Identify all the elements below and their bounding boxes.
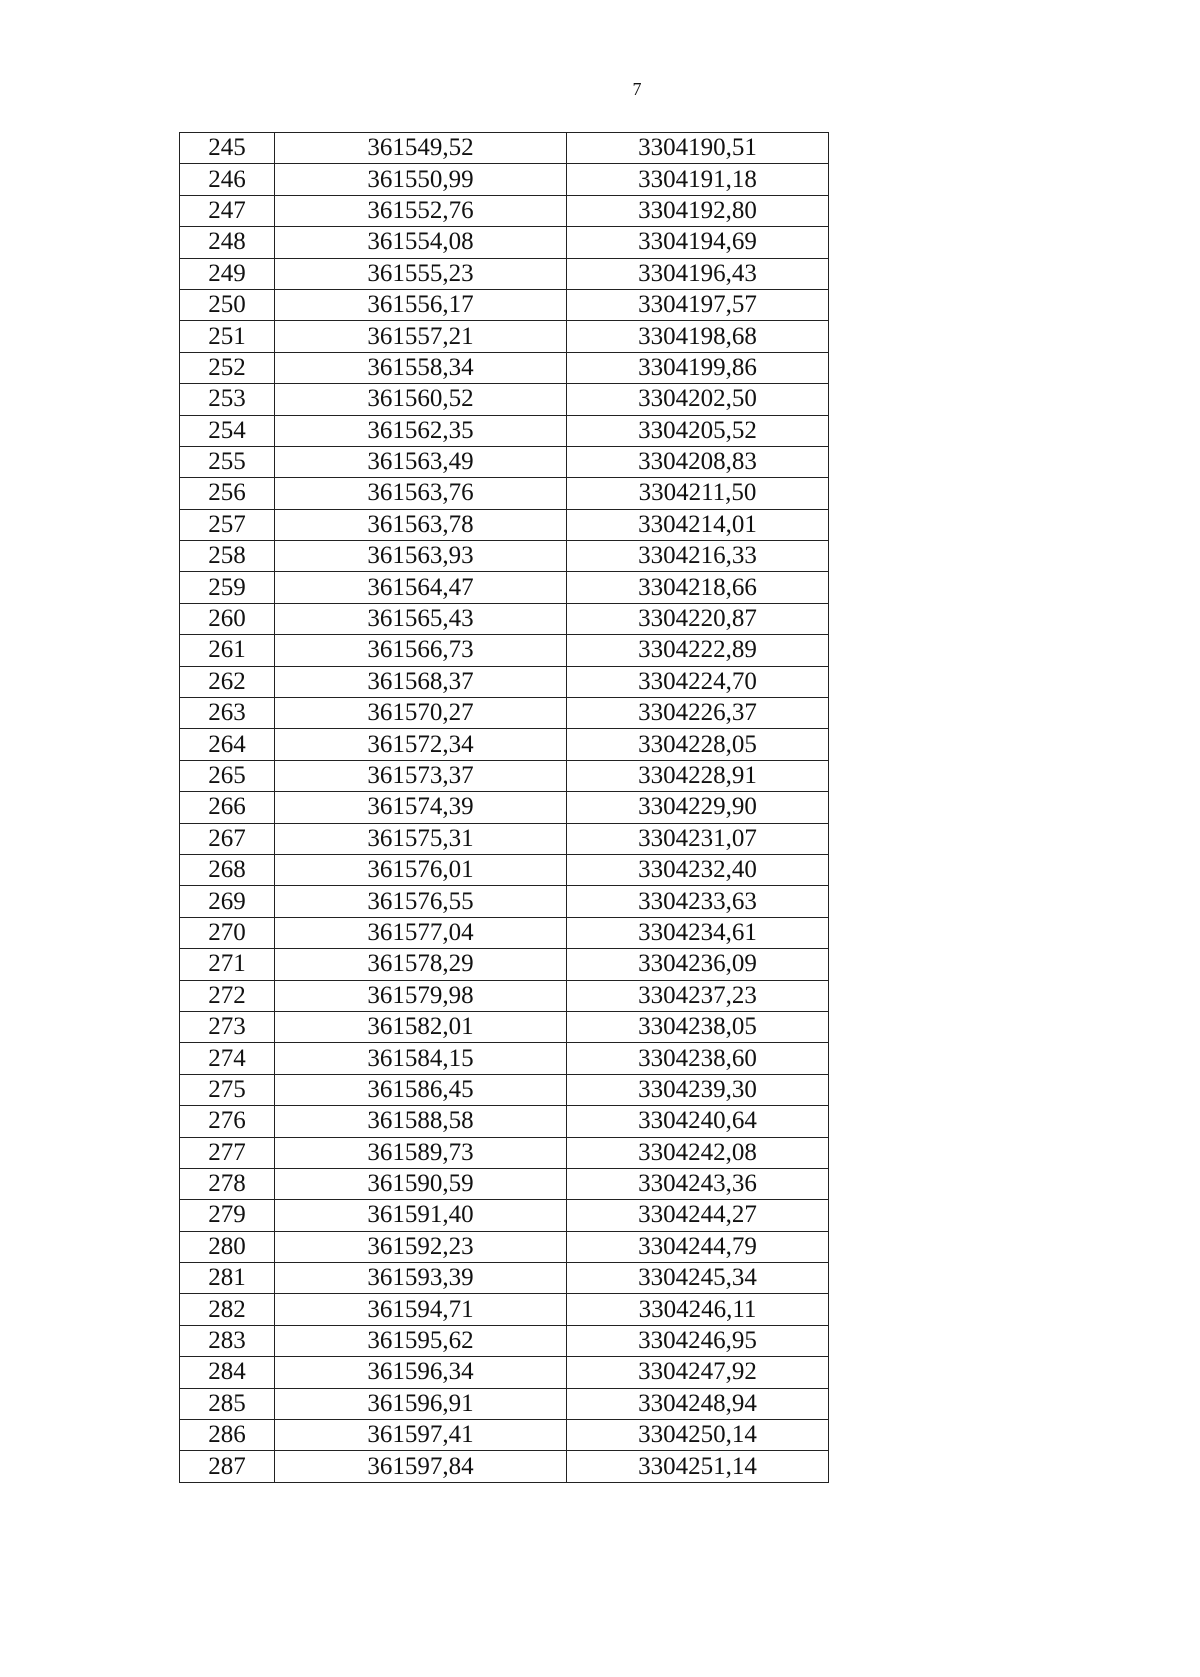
x-coordinate-cell: 361564,47 (275, 572, 567, 603)
table-row (180, 1451, 829, 1482)
y-coordinate-cell: 3304199,86 (567, 352, 829, 383)
point-number-cell: 252 (180, 352, 275, 383)
x-coordinate-cell: 361586,45 (275, 1074, 567, 1105)
y-coordinate-cell: 3304214,01 (567, 509, 829, 540)
table-row (180, 1200, 829, 1231)
point-number-cell: 266 (180, 792, 275, 823)
y-coordinate-cell: 3304224,70 (567, 666, 829, 697)
y-coordinate-cell: 3304218,66 (567, 572, 829, 603)
y-coordinate-cell: 3304246,95 (567, 1325, 829, 1356)
table-row (180, 729, 829, 760)
x-coordinate-cell: 361584,15 (275, 1043, 567, 1074)
point-number-cell: 260 (180, 603, 275, 634)
table-row (180, 195, 829, 226)
x-coordinate-cell: 361563,49 (275, 446, 567, 477)
table-row (180, 1043, 829, 1074)
x-coordinate-cell: 361568,37 (275, 666, 567, 697)
table-row (180, 698, 829, 729)
x-coordinate-cell: 361575,31 (275, 823, 567, 854)
y-coordinate-cell: 3304220,87 (567, 603, 829, 634)
y-coordinate-cell: 3304192,80 (567, 195, 829, 226)
y-coordinate-cell: 3304191,18 (567, 164, 829, 195)
x-coordinate-cell: 361550,99 (275, 164, 567, 195)
y-coordinate-cell: 3304228,91 (567, 760, 829, 791)
point-number-cell: 270 (180, 917, 275, 948)
x-coordinate-cell: 361597,41 (275, 1420, 567, 1451)
x-coordinate-cell: 361549,52 (275, 133, 567, 164)
x-coordinate-cell: 361566,73 (275, 635, 567, 666)
x-coordinate-cell: 361557,21 (275, 321, 567, 352)
x-coordinate-cell: 361597,84 (275, 1451, 567, 1482)
table-row (180, 1294, 829, 1325)
table-row (180, 603, 829, 634)
y-coordinate-cell: 3304202,50 (567, 384, 829, 415)
x-coordinate-cell: 361596,91 (275, 1388, 567, 1419)
table-row (180, 415, 829, 446)
point-number-cell: 271 (180, 949, 275, 980)
x-coordinate-cell: 361556,17 (275, 289, 567, 320)
point-number-cell: 285 (180, 1388, 275, 1419)
y-coordinate-cell: 3304226,37 (567, 698, 829, 729)
point-number-cell: 255 (180, 446, 275, 477)
table-row (180, 635, 829, 666)
point-number-cell: 261 (180, 635, 275, 666)
point-number-cell: 279 (180, 1200, 275, 1231)
table-row (180, 289, 829, 320)
table-row (180, 1231, 829, 1262)
x-coordinate-cell: 361574,39 (275, 792, 567, 823)
table-row (180, 980, 829, 1011)
y-coordinate-cell: 3304238,60 (567, 1043, 829, 1074)
table-row (180, 352, 829, 383)
table-row (180, 1325, 829, 1356)
x-coordinate-cell: 361563,93 (275, 541, 567, 572)
point-number-cell: 262 (180, 666, 275, 697)
y-coordinate-cell: 3304198,68 (567, 321, 829, 352)
point-number-cell: 282 (180, 1294, 275, 1325)
x-coordinate-cell: 361558,34 (275, 352, 567, 383)
x-coordinate-cell: 361592,23 (275, 1231, 567, 1262)
y-coordinate-cell: 3304242,08 (567, 1137, 829, 1168)
table-row (180, 572, 829, 603)
point-number-cell: 248 (180, 227, 275, 258)
table-row (180, 823, 829, 854)
page-number: 7 (632, 79, 642, 99)
y-coordinate-cell: 3304211,50 (567, 478, 829, 509)
y-coordinate-cell: 3304205,52 (567, 415, 829, 446)
y-coordinate-cell: 3304248,94 (567, 1388, 829, 1419)
x-coordinate-cell: 361596,34 (275, 1357, 567, 1388)
table-row (180, 509, 829, 540)
x-coordinate-cell: 361588,58 (275, 1106, 567, 1137)
table-row (180, 1106, 829, 1137)
x-coordinate-cell: 361594,71 (275, 1294, 567, 1325)
y-coordinate-cell: 3304216,33 (567, 541, 829, 572)
x-coordinate-cell: 361590,59 (275, 1168, 567, 1199)
x-coordinate-cell: 361589,73 (275, 1137, 567, 1168)
x-coordinate-cell: 361562,35 (275, 415, 567, 446)
x-coordinate-cell: 361555,23 (275, 258, 567, 289)
table-row (180, 446, 829, 477)
point-number-cell: 246 (180, 164, 275, 195)
y-coordinate-cell: 3304244,79 (567, 1231, 829, 1262)
point-number-cell: 273 (180, 1011, 275, 1042)
point-number-cell: 254 (180, 415, 275, 446)
y-coordinate-cell: 3304234,61 (567, 917, 829, 948)
table-row (180, 478, 829, 509)
point-number-cell: 256 (180, 478, 275, 509)
x-coordinate-cell: 361576,01 (275, 854, 567, 885)
table-row (180, 949, 829, 980)
y-coordinate-cell: 3304229,90 (567, 792, 829, 823)
point-number-cell: 265 (180, 760, 275, 791)
point-number-cell: 263 (180, 698, 275, 729)
x-coordinate-cell: 361591,40 (275, 1200, 567, 1231)
table-row (180, 792, 829, 823)
y-coordinate-cell: 3304250,14 (567, 1420, 829, 1451)
point-number-cell: 250 (180, 289, 275, 320)
point-number-cell: 259 (180, 572, 275, 603)
table-row (180, 1388, 829, 1419)
x-coordinate-cell: 361593,39 (275, 1263, 567, 1294)
y-coordinate-cell: 3304243,36 (567, 1168, 829, 1199)
point-number-cell: 269 (180, 886, 275, 917)
point-number-cell: 281 (180, 1263, 275, 1294)
y-coordinate-cell: 3304246,11 (567, 1294, 829, 1325)
table-row (180, 1420, 829, 1451)
x-coordinate-cell: 361563,76 (275, 478, 567, 509)
y-coordinate-cell: 3304232,40 (567, 854, 829, 885)
point-number-cell: 257 (180, 509, 275, 540)
x-coordinate-cell: 361595,62 (275, 1325, 567, 1356)
table-row (180, 321, 829, 352)
point-number-cell: 268 (180, 854, 275, 885)
x-coordinate-cell: 361579,98 (275, 980, 567, 1011)
x-coordinate-cell: 361565,43 (275, 603, 567, 634)
x-coordinate-cell: 361563,78 (275, 509, 567, 540)
y-coordinate-cell: 3304197,57 (567, 289, 829, 320)
table-row (180, 541, 829, 572)
y-coordinate-cell: 3304236,09 (567, 949, 829, 980)
table-row (180, 1263, 829, 1294)
x-coordinate-cell: 361576,55 (275, 886, 567, 917)
point-number-cell: 258 (180, 541, 275, 572)
point-number-cell: 251 (180, 321, 275, 352)
coordinates-table (179, 132, 829, 1483)
point-number-cell: 287 (180, 1451, 275, 1482)
table-row (180, 133, 829, 164)
y-coordinate-cell: 3304231,07 (567, 823, 829, 854)
x-coordinate-cell: 361578,29 (275, 949, 567, 980)
point-number-cell: 249 (180, 258, 275, 289)
y-coordinate-cell: 3304237,23 (567, 980, 829, 1011)
y-coordinate-cell: 3304228,05 (567, 729, 829, 760)
y-coordinate-cell: 3304244,27 (567, 1200, 829, 1231)
table-row (180, 1011, 829, 1042)
x-coordinate-cell: 361573,37 (275, 760, 567, 791)
y-coordinate-cell: 3304222,89 (567, 635, 829, 666)
point-number-cell: 275 (180, 1074, 275, 1105)
x-coordinate-cell: 361554,08 (275, 227, 567, 258)
coordinates-table-body (180, 133, 829, 1483)
point-number-cell: 264 (180, 729, 275, 760)
y-coordinate-cell: 3304194,69 (567, 227, 829, 258)
point-number-cell: 277 (180, 1137, 275, 1168)
x-coordinate-cell: 361582,01 (275, 1011, 567, 1042)
point-number-cell: 267 (180, 823, 275, 854)
table-row (180, 886, 829, 917)
y-coordinate-cell: 3304190,51 (567, 133, 829, 164)
table-row (180, 666, 829, 697)
point-number-cell: 274 (180, 1043, 275, 1074)
point-number-cell: 278 (180, 1168, 275, 1199)
point-number-cell: 245 (180, 133, 275, 164)
y-coordinate-cell: 3304251,14 (567, 1451, 829, 1482)
table-row (180, 258, 829, 289)
x-coordinate-cell: 361552,76 (275, 195, 567, 226)
y-coordinate-cell: 3304208,83 (567, 446, 829, 477)
point-number-cell: 280 (180, 1231, 275, 1262)
y-coordinate-cell: 3304233,63 (567, 886, 829, 917)
table-row (180, 164, 829, 195)
table-row (180, 1168, 829, 1199)
point-number-cell: 286 (180, 1420, 275, 1451)
x-coordinate-cell: 361560,52 (275, 384, 567, 415)
point-number-cell: 276 (180, 1106, 275, 1137)
point-number-cell: 284 (180, 1357, 275, 1388)
table-row (180, 227, 829, 258)
y-coordinate-cell: 3304245,34 (567, 1263, 829, 1294)
table-row (180, 917, 829, 948)
table-row (180, 854, 829, 885)
y-coordinate-cell: 3304238,05 (567, 1011, 829, 1042)
y-coordinate-cell: 3304196,43 (567, 258, 829, 289)
y-coordinate-cell: 3304247,92 (567, 1357, 829, 1388)
point-number-cell: 253 (180, 384, 275, 415)
y-coordinate-cell: 3304239,30 (567, 1074, 829, 1105)
point-number-cell: 247 (180, 195, 275, 226)
table-row (180, 1137, 829, 1168)
x-coordinate-cell: 361570,27 (275, 698, 567, 729)
y-coordinate-cell: 3304240,64 (567, 1106, 829, 1137)
x-coordinate-cell: 361577,04 (275, 917, 567, 948)
point-number-cell: 272 (180, 980, 275, 1011)
table-row (180, 384, 829, 415)
table-row (180, 760, 829, 791)
table-row (180, 1074, 829, 1105)
table-row (180, 1357, 829, 1388)
point-number-cell: 283 (180, 1325, 275, 1356)
x-coordinate-cell: 361572,34 (275, 729, 567, 760)
